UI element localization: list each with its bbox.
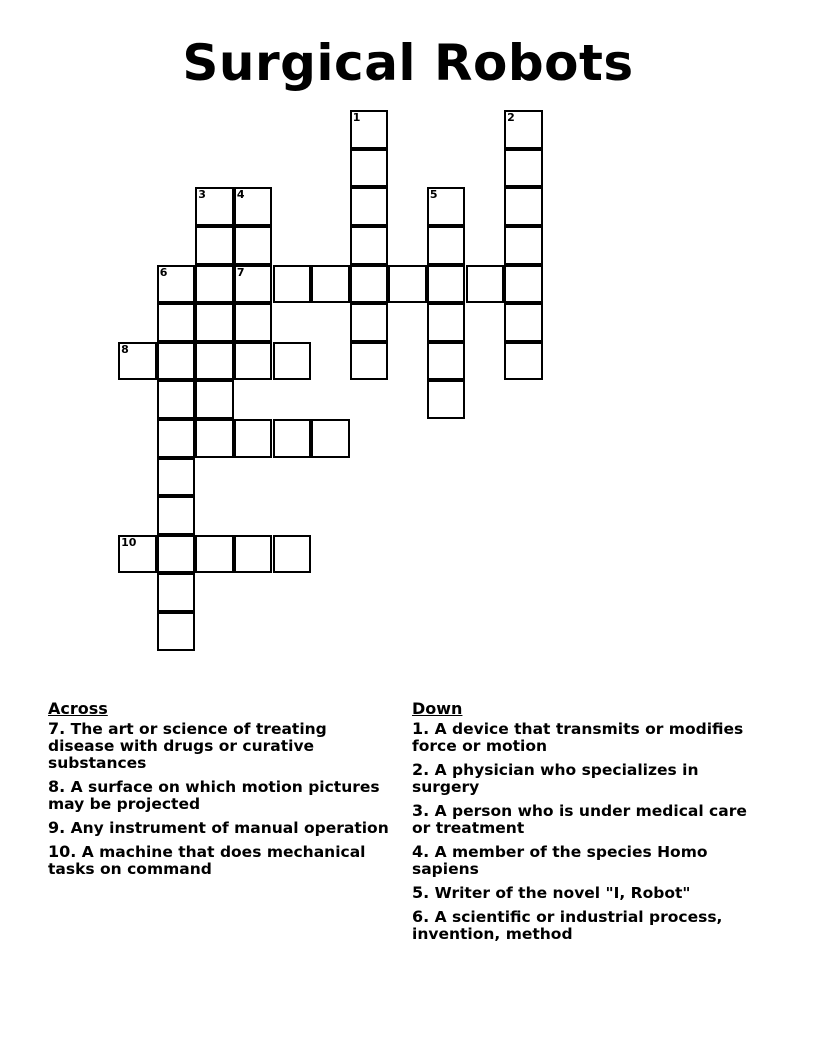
- grid-cell[interactable]: [157, 303, 196, 342]
- down-clue-3: [412, 802, 757, 837]
- grid-cell[interactable]: [350, 226, 389, 265]
- grid-cell[interactable]: [195, 303, 234, 342]
- down-clue-1: [412, 720, 757, 755]
- grid-cell[interactable]: [234, 535, 273, 574]
- across-clue-10: [48, 843, 393, 878]
- cell-number: 10: [121, 535, 137, 549]
- grid-cell[interactable]: [157, 573, 196, 612]
- cell-number: 8: [121, 342, 129, 356]
- cell-number: 4: [236, 188, 245, 202]
- grid-cell[interactable]: [157, 342, 196, 381]
- down-heading: Down: [412, 699, 463, 718]
- grid-cell[interactable]: [427, 265, 466, 304]
- grid-cell[interactable]: [234, 226, 273, 265]
- grid-cell[interactable]: [504, 303, 543, 342]
- grid-cell[interactable]: [504, 149, 543, 188]
- grid-cell[interactable]: [195, 226, 234, 265]
- clue-text: A device that transmits or modifies force or motion: [412, 720, 744, 755]
- clue-number: 10.: [48, 842, 77, 861]
- clue-text: The art or science of treating disease with drugs or curative substances: [48, 720, 327, 772]
- grid-cell[interactable]: [273, 535, 312, 574]
- cell-number: 5: [429, 188, 438, 202]
- clue-text: A machine that does mechanical tasks on command: [48, 843, 366, 878]
- grid-cell[interactable]: [427, 342, 466, 381]
- grid-cell-5[interactable]: [427, 187, 466, 226]
- grid-cell[interactable]: [350, 303, 389, 342]
- clue-number: 6.: [412, 907, 430, 926]
- across-heading: Across: [48, 699, 108, 718]
- grid-cell[interactable]: [195, 265, 234, 304]
- clue-text: A scientific or industrial process, invention, method: [412, 908, 723, 943]
- grid-cell[interactable]: [350, 187, 389, 226]
- clue-number: 9.: [48, 818, 66, 837]
- down-clues: [412, 700, 757, 949]
- grid-cell[interactable]: [195, 342, 234, 381]
- grid-cell[interactable]: [157, 535, 196, 574]
- grid-cell[interactable]: [157, 458, 196, 497]
- clue-number: 8.: [48, 777, 66, 796]
- grid-cell[interactable]: [504, 187, 543, 226]
- grid-cell[interactable]: [504, 265, 543, 304]
- clue-number: 3.: [412, 801, 430, 820]
- down-clue-6: [412, 908, 757, 943]
- cell-number: 2: [507, 111, 515, 125]
- cell-number: 3: [198, 188, 206, 202]
- grid-cell-3[interactable]: [195, 187, 234, 226]
- grid-cell-10[interactable]: [118, 535, 157, 574]
- grid-cell[interactable]: [157, 496, 196, 535]
- grid-cell[interactable]: [157, 380, 196, 419]
- grid-cell-8[interactable]: [118, 342, 157, 381]
- cell-number: 7: [236, 265, 245, 279]
- grid-cell[interactable]: [427, 226, 466, 265]
- clue-number: 1.: [412, 719, 430, 738]
- cell-number: 1: [352, 111, 361, 125]
- grid-cell[interactable]: [273, 265, 312, 304]
- grid-cell-6[interactable]: [157, 265, 196, 304]
- grid-cell[interactable]: [311, 419, 350, 458]
- grid-cell[interactable]: [350, 265, 389, 304]
- clue-number: 2.: [412, 760, 430, 779]
- grid-cell[interactable]: [388, 265, 427, 304]
- grid-cell[interactable]: [311, 265, 350, 304]
- grid-cell[interactable]: [195, 419, 234, 458]
- grid-cell[interactable]: [504, 342, 543, 381]
- grid-cell[interactable]: [157, 419, 196, 458]
- across-clue-9: [48, 819, 393, 837]
- grid-cell[interactable]: [427, 303, 466, 342]
- grid-cell[interactable]: [157, 612, 196, 651]
- down-clue-4: [412, 843, 757, 878]
- clue-text: A surface on which motion pictures may be projected: [48, 778, 380, 813]
- down-clue-2: [412, 761, 757, 796]
- clue-text: Any instrument of manual operation: [70, 819, 389, 837]
- grid-cell-2[interactable]: [504, 110, 543, 149]
- grid-cell[interactable]: [427, 380, 466, 419]
- page-title: Surgical Robots: [182, 34, 634, 92]
- grid-cell[interactable]: [466, 265, 505, 304]
- clue-text: A person who is under medical care or treatment: [412, 802, 747, 837]
- grid-cell[interactable]: [234, 303, 273, 342]
- across-clue-7: [48, 720, 393, 772]
- cell-number: 6: [159, 265, 168, 279]
- grid-cell[interactable]: [273, 419, 312, 458]
- grid-cell[interactable]: [234, 419, 273, 458]
- grid-cell[interactable]: [350, 342, 389, 381]
- grid-cell-7[interactable]: [234, 265, 273, 304]
- grid-cell[interactable]: [195, 380, 234, 419]
- clue-text: A member of the species Homo sapiens: [412, 843, 708, 878]
- grid-cell[interactable]: [350, 149, 389, 188]
- clue-number: 5.: [412, 883, 430, 902]
- down-clue-5: [412, 884, 757, 902]
- grid-cell[interactable]: [273, 342, 312, 381]
- clue-number: 7.: [48, 719, 66, 738]
- clue-text: Writer of the novel "I, Robot": [434, 884, 691, 902]
- grid-cell[interactable]: [234, 342, 273, 381]
- clue-text: A physician who specializes in surgery: [412, 761, 699, 796]
- grid-cell[interactable]: [504, 226, 543, 265]
- grid-cell-4[interactable]: [234, 187, 273, 226]
- grid-cell-1[interactable]: [350, 110, 389, 149]
- across-clues: [48, 700, 393, 884]
- grid-cell[interactable]: [195, 535, 234, 574]
- clue-number: 4.: [412, 842, 430, 861]
- across-clue-8: [48, 778, 393, 813]
